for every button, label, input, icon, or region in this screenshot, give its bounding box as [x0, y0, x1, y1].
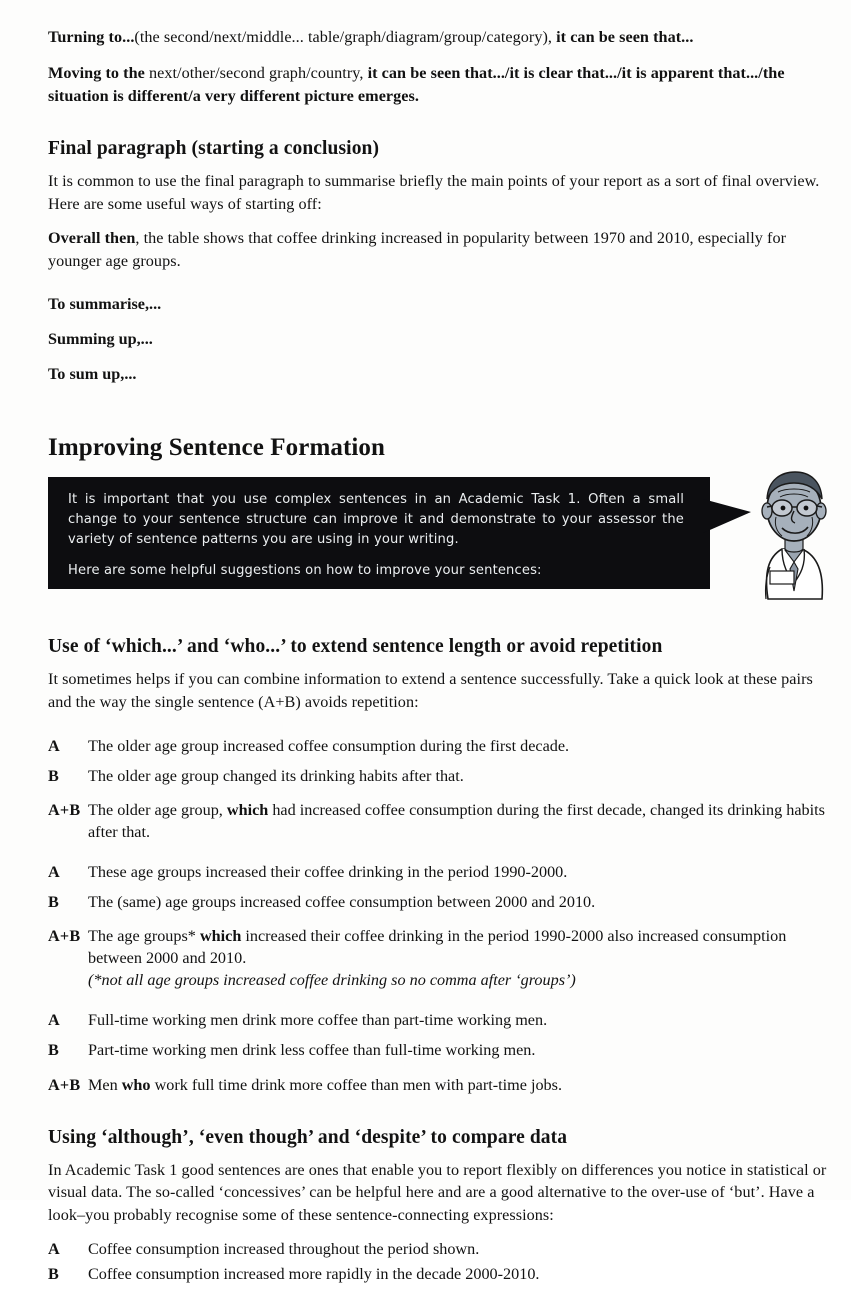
closing-phrase-1: To summarise,... [48, 294, 162, 313]
example-row [48, 1238, 832, 1260]
example-text: The older age group changed its drinking habits after that. [88, 767, 464, 786]
example-text: Coffee consumption increased more rapidly in the decade 2000-2010. [88, 1265, 540, 1284]
spacer [48, 999, 832, 1009]
example-text: Full-time working men drink more coffee than part-time working men. [88, 1011, 548, 1030]
intro-phrase-1: Turning to...(the second/next/middle... table/graph/diagram/group/category), it can be seen that... [48, 28, 694, 46]
example-label: A [48, 863, 60, 882]
example-group-4 [48, 1238, 832, 1285]
callout-box [48, 477, 710, 589]
example-row [48, 799, 832, 843]
final-paragraph-example [48, 227, 832, 272]
example-row [48, 925, 832, 991]
final-paragraph-example-rest: , the table shows that coffee drinking increased in popularity between 1970 and 2010, especially for younger age groups. [48, 229, 787, 270]
although-body: In Academic Task 1 good sentences are ones that enable you to report flexibly on differences you notice in statistical or visual data. The so-called ‘concessives’ can be helpful here and are a good alternative to the over-use of ‘but’. Have a look–you probably recognise some of these sentence-connecting expressions: [48, 1160, 827, 1224]
heading-final-paragraph: Final paragraph (starting a conclusion) [48, 138, 380, 160]
example-label: A [48, 1240, 60, 1258]
example-text: The older age group increased coffee consumption during the first decade. [88, 737, 570, 756]
example-footnote: (*not all age groups increased coffee drinking so no comma after ‘groups’) [88, 971, 576, 990]
spacer [48, 1104, 832, 1126]
example-label: A [48, 737, 60, 756]
example-label: A [48, 1011, 60, 1030]
spacer [48, 284, 832, 294]
example-row [48, 1074, 832, 1096]
page-content [48, 26, 832, 1289]
callout-paragraph-2: Here are some helpful suggestions on how to improve your sentences: [68, 562, 542, 578]
example-row [48, 1009, 832, 1031]
example-text: The (same) age groups increased coffee consumption between 2000 and 2010. [88, 893, 596, 912]
example-row [48, 765, 832, 787]
closing-phrase-3: To sum up,... [48, 365, 137, 384]
intro-phrases [48, 26, 832, 107]
example-row [48, 1039, 832, 1061]
professor-cartoon-icon [738, 461, 846, 601]
example-label: B [48, 767, 59, 786]
example-row [48, 861, 832, 883]
intro-phrase-2: Moving to the next/other/second graph/country, it can be seen that.../it is clear that.../it is apparent that.../the situation is different/a very different picture emerges. [48, 64, 785, 105]
closing-phrase-2: Summing up,... [48, 329, 153, 348]
example-group-2 [48, 861, 832, 991]
example-text [88, 925, 832, 991]
example-label: A+B [48, 1075, 81, 1094]
example-text: These age groups increased their coffee drinking in the period 1990-2000. [88, 863, 568, 882]
example-label: A+B [48, 801, 81, 820]
example-label: A+B [48, 927, 81, 946]
callout-block [48, 477, 832, 609]
example-text: Part-time working men drink less coffee than full-time working men. [88, 1041, 536, 1060]
final-paragraph-example-lead: Overall then [48, 229, 136, 248]
example-text: The older age group, which had increased coffee consumption during the first decade, changed its drinking habits after that. [88, 801, 825, 842]
example-row [48, 735, 832, 757]
heading-improving-sentence-formation: Improving Sentence Formation [48, 434, 386, 462]
example-label: B [48, 1041, 59, 1060]
which-who-body: It sometimes helps if you can combine information to extend a sentence successfully. Take a quick look at these pairs and the way the single sentence (A+B) avoids repetition: [48, 670, 813, 711]
example-group-3 [48, 1009, 832, 1095]
example-label: B [48, 1265, 59, 1284]
spacer [48, 399, 832, 433]
final-paragraph-body: It is common to use the final paragraph to summarise briefly the main points of your report as a sort of final overview. Here are some useful ways of starting off: [48, 172, 820, 213]
spacer [48, 725, 832, 735]
example-text: Coffee consumption increased throughout the period shown. [88, 1240, 480, 1258]
heading-which-who: Use of ‘which...’ and ‘who...’ to extend sentence length or avoid repetition [48, 636, 663, 658]
spacer [48, 127, 832, 137]
example-text: Men who work full time drink more coffee than men with part-time jobs. [88, 1075, 562, 1094]
example-text-main: The age groups* which increased their coffee drinking in the period 1990-2000 also increased consumption between 2000 and 2010. [88, 927, 787, 968]
example-row [48, 891, 832, 913]
example-group-1 [48, 735, 832, 843]
spacer [48, 851, 832, 861]
callout-paragraph-1: It is important that you use complex sentences in an Academic Task 1. Often a small change to your sentence structure can improve it and demonstrate to your assessor the variety of sentence patterns you are using in your writing. [68, 492, 684, 547]
heading-although: Using ‘although’, ‘even though’ and ‘despite’ to compare data [48, 1126, 568, 1148]
example-row [48, 1263, 832, 1285]
example-label: B [48, 893, 59, 912]
